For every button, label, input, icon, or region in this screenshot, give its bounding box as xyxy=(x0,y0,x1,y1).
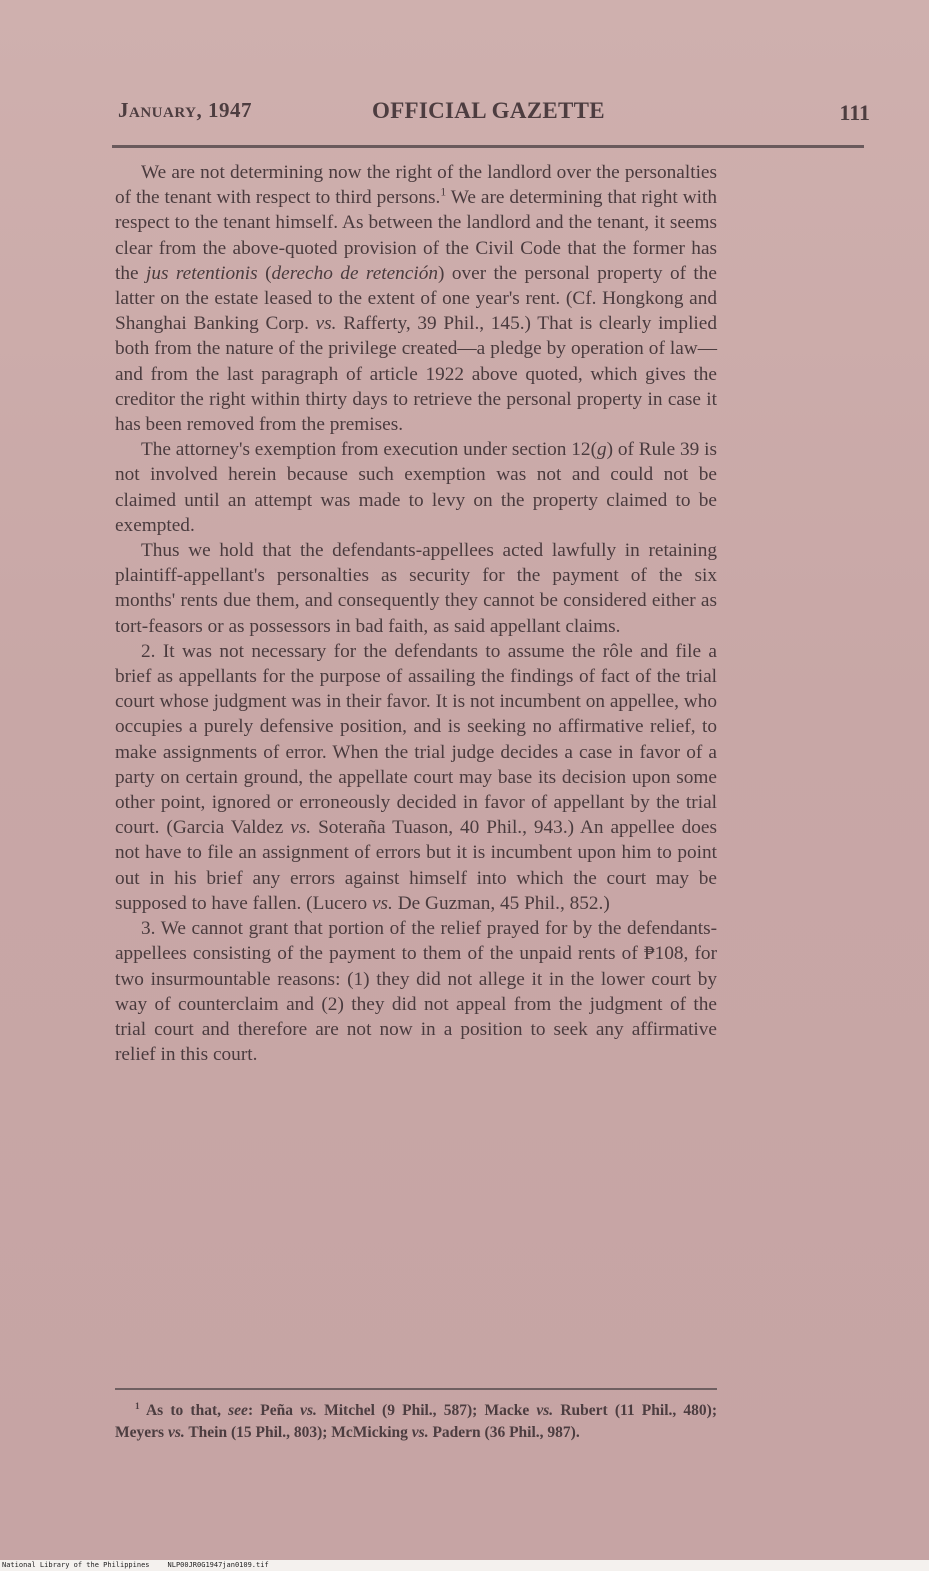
paragraph-1: We are not determining now the right of the landlord over the personalties of the tenant with respect to third persons.$^1$ We are determining that right with respect to the tenant himself. As between the landlord and the tenant, it seems clear from the above-quoted provision of the Civil Code that the former has the jus retentionis (derecho de retención) over the personal property of the latter on the estate leased to the extent of one year's rent. (Cf. Hongkong and Shanghai Banking Corp. vs. Rafferty, 39 Phil., 145.) That is clearly implied both from the nature of the privilege created—a pledge by operation of law—and from the last paragraph of article 1922 above quoted, which gives the creditor the right within thirty days to retrieve the personal property in case it has been removed from the premises. xyxy=(115,162,717,436)
header-rule xyxy=(112,145,864,148)
page-number: 111 xyxy=(839,100,870,125)
paragraph-4: 2. It was not necessary for the defendants to assume the rôle and file a brief as appellants for the purpose of assailing the findings of fact of the trial court whose judgment was in their favor. It is not incumbent on appellee, who occupies a purely defensive position, and is seeking no affirmative relief, to make assignments of error. When the trial judge decides a case in favor of a party on certain ground, the appellate court may base its decision upon some other point, ignored or erroneously decided in favor of appellant by the trial court. (Garcia Valdez vs. Soteraña Tuason, 40 Phil., 943.) An appellee does not have to file an assignment of errors but it is incumbent upon him to point out in his brief any errors against himself into which the court may be supposed to have fallen. (Lucero vs. De Guzman, 45 Phil., 852.) xyxy=(115,640,717,914)
paragraph-5: 3. We cannot grant that portion of the relief prayed for by the defendants-appellees consisting of the payment to them of the unpaid rents of ₱108, for two insurmountable reasons: (1) they did not allege it in the lower court by way of counterclaim and (2) they did not appeal from the judgment of the trial court and therefore are not now in a position to seek any affirmative relief in this court. xyxy=(115,918,717,1066)
paragraph-3: Thus we hold that the defendants-appellees acted lawfully in retaining plaintiff-appellant's personalties as security for the payment of the six months' rents due them, and consequently they cannot be considered either as tort-feasors or as possessors in bad faith, as said appellant claims. xyxy=(115,540,717,637)
footnote-ref: 1 xyxy=(440,185,447,199)
credit-file: NLP00JR0G1947jan0109.tif xyxy=(167,1561,269,1569)
credit-library: National Library of the Philippines xyxy=(2,1561,150,1569)
footnote: $^1$ As to that, see: Peña vs. Mitchel (9 Phil., 587); Macke vs. Rubert (11 Phil., 480); Meyers vs. Thein (15 Phil., 803); McMicking vs. Padern (36 Phil., 987). xyxy=(115,1401,717,1441)
footnote-rule xyxy=(115,1388,717,1390)
header-title: OFFICIAL GAZETTE xyxy=(372,98,605,123)
header-date: January, 1947 xyxy=(118,98,252,122)
article-body xyxy=(115,160,717,1067)
paragraph-2: The attorney's exemption from execution under section 12(g) of Rule 39 is not involved herein because such exemption was not and could not be claimed until an attempt was made to levy on the property claimed to be exempted. xyxy=(115,439,718,536)
page-header xyxy=(118,98,870,138)
scan-credit xyxy=(2,1561,287,1569)
